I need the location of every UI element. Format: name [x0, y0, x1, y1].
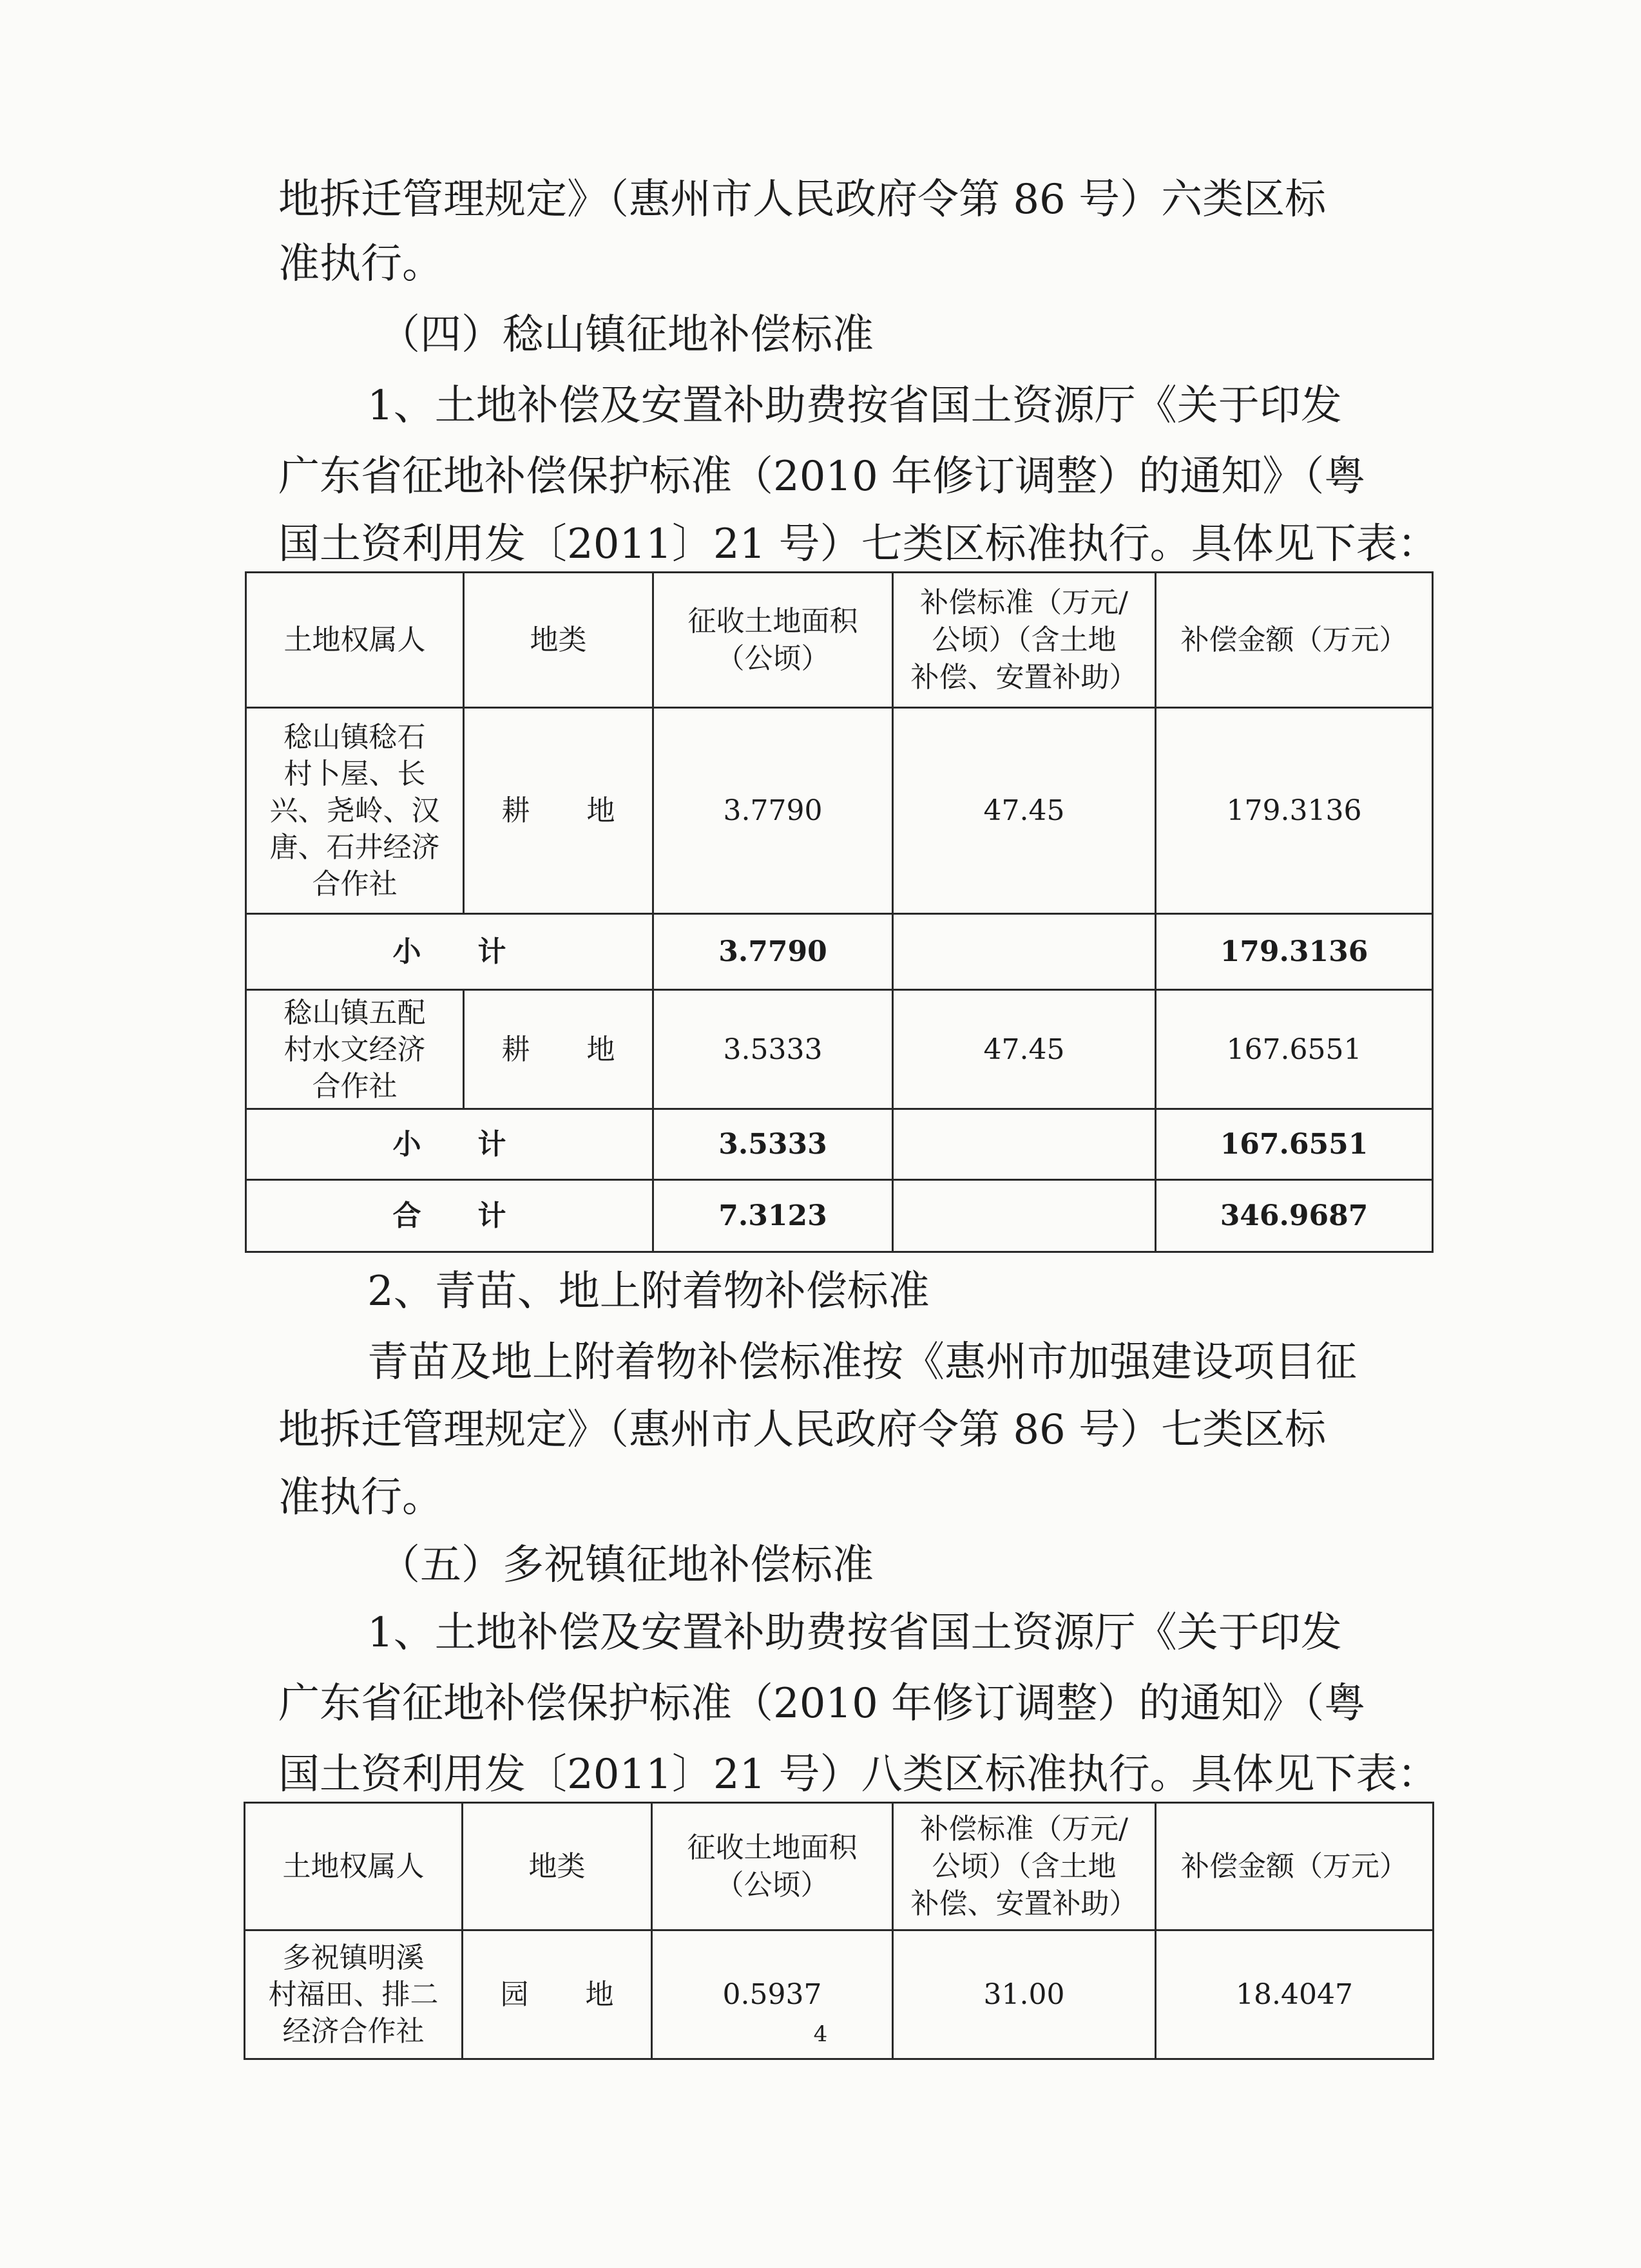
header-area: [652, 1803, 893, 1930]
owner-line: 稔山镇稔石: [283, 721, 426, 754]
text-line: [0, 1395, 1641, 1465]
table-header-row: [245, 1803, 1434, 1930]
empty-cell: [893, 1180, 1156, 1252]
paragraph-text: 1、土地补偿及安置补助费按省国土资源厅《关于印发: [367, 382, 1342, 430]
paragraph-text: 1、土地补偿及安置补助费按省国土资源厅《关于印发: [367, 1609, 1342, 1657]
header-area-unit: （公顷）: [716, 642, 830, 675]
empty-cell: [893, 1109, 1156, 1180]
paragraph-text: 准执行。: [278, 1474, 443, 1521]
subtotal-amount: 179.3136: [1156, 914, 1433, 990]
header-owner: 土地权属人: [245, 1803, 463, 1930]
subtotal-area: 3.7790: [653, 914, 893, 990]
area-cell: 3.5333: [653, 990, 893, 1109]
land-type-cell: 耕 地: [464, 990, 653, 1109]
text-line: [0, 300, 1641, 370]
paragraph-text: 2、青苗、地上附着物补偿标准: [367, 1268, 930, 1315]
compensation-table-nianshan: [245, 571, 1434, 1253]
header-area-line: 征收土地面积: [687, 1831, 858, 1864]
header-area-unit: （公顷）: [715, 1868, 829, 1901]
text-line: [0, 1530, 1641, 1601]
page-number: 4: [813, 2021, 828, 2047]
paragraph-text: 广东省征地补偿保护标准（2010 年修订调整）的通知》（粤: [278, 1680, 1366, 1728]
total-row: [246, 1180, 1433, 1252]
owner-line: 村福田、排二: [268, 1978, 439, 2011]
owner-line: 村卜屋、长: [283, 758, 426, 790]
standard-cell: 47.45: [893, 990, 1156, 1109]
text-line: [0, 1256, 1641, 1327]
text-line: [0, 509, 1641, 580]
header-owner: 土地权属人: [246, 573, 464, 708]
paragraph-text: 广东省征地补偿保护标准（2010 年修订调整）的通知》（粤: [278, 453, 1366, 500]
owner-line: 稔山镇五配: [283, 996, 426, 1029]
section-heading: （五）多祝镇征地补偿标准: [379, 1541, 874, 1589]
owner-line: 唐、石井经济: [269, 831, 440, 864]
paragraph-text: 国土资利用发〔2011〕21 号）八类区标准执行。具体见下表：: [278, 1751, 1439, 1798]
paragraph-text: 地拆迁管理规定》（惠州市人民政府令第 86 号）六类区标: [278, 176, 1327, 224]
total-area: 7.3123: [653, 1180, 893, 1252]
text-line: [0, 1327, 1641, 1398]
text-line: [0, 441, 1641, 512]
owner-line: 兴、尧岭、汉: [269, 794, 440, 827]
land-type-cell: 耕 地: [464, 708, 653, 914]
owner-line: 村水文经济: [283, 1033, 426, 1066]
owner-line: 合作社: [312, 1069, 398, 1103]
text-line: [0, 1597, 1641, 1668]
amount-cell: 179.3136: [1156, 708, 1433, 914]
paragraph-text: 国土资利用发〔2011〕21 号）七类区标准执行。具体见下表：: [278, 520, 1439, 568]
section-heading: （四）稔山镇征地补偿标准: [379, 311, 874, 359]
header-standard: [893, 1803, 1156, 1930]
paragraph-text: 地拆迁管理规定》（惠州市人民政府令第 86 号）七类区标: [278, 1406, 1327, 1454]
header-amount: 补偿金额（万元）: [1156, 573, 1433, 708]
paragraph-text: 青苗及地上附着物补偿标准按《惠州市加强建设项目征: [367, 1339, 1357, 1386]
area-cell: 3.7790: [653, 708, 893, 914]
owner-cell: [246, 990, 464, 1109]
header-area-line: 征收土地面积: [687, 604, 858, 638]
paragraph-text: 准执行。: [278, 240, 443, 288]
header-amount: 补偿金额（万元）: [1156, 1803, 1434, 1930]
subtotal-label: 小 计: [246, 914, 653, 990]
text-line: [0, 370, 1641, 441]
subtotal-row: [246, 1109, 1433, 1180]
amount-cell: 167.6551: [1156, 990, 1433, 1109]
text-line: [0, 164, 1641, 235]
header-standard-line: 补偿标准（万元/: [920, 586, 1128, 619]
owner-line: 多祝镇明溪: [282, 1941, 425, 1974]
header-land-type: 地类: [463, 1803, 652, 1930]
standard-cell: 31.00: [893, 1930, 1156, 2059]
amount-cell: 18.4047: [1156, 1930, 1434, 2059]
table-row: [246, 990, 1433, 1109]
subtotal-amount: 167.6551: [1156, 1109, 1433, 1180]
text-line: [0, 1462, 1641, 1533]
table-row: [246, 708, 1433, 914]
land-type-cell: 园 地: [463, 1930, 652, 2059]
owner-line: 合作社: [312, 868, 398, 901]
text-line: [0, 229, 1641, 300]
subtotal-row: [246, 914, 1433, 990]
header-standard-line: 补偿、安置补助）: [910, 1887, 1138, 1920]
total-amount: 346.9687: [1156, 1180, 1433, 1252]
total-label: 合 计: [246, 1180, 653, 1252]
header-land-type: 地类: [464, 573, 653, 708]
header-standard-line: 补偿标准（万元/: [920, 1812, 1128, 1845]
header-standard-line: 补偿、安置补助）: [910, 660, 1138, 694]
header-standard: [893, 573, 1156, 708]
subtotal-area: 3.5333: [653, 1109, 893, 1180]
text-line: [0, 1739, 1641, 1810]
owner-cell: [246, 708, 464, 914]
header-standard-line: 公顷）（含土地: [932, 623, 1117, 656]
area-cell: 0.5937: [652, 1930, 893, 2059]
table-header-row: [246, 573, 1433, 708]
empty-cell: [893, 914, 1156, 990]
standard-cell: 47.45: [893, 708, 1156, 914]
owner-line: 经济合作社: [282, 2015, 425, 2048]
text-line: [0, 1668, 1641, 1739]
header-standard-line: 公顷）（含土地: [932, 1849, 1117, 1883]
header-area: [653, 573, 893, 708]
subtotal-label: 小 计: [246, 1109, 653, 1180]
